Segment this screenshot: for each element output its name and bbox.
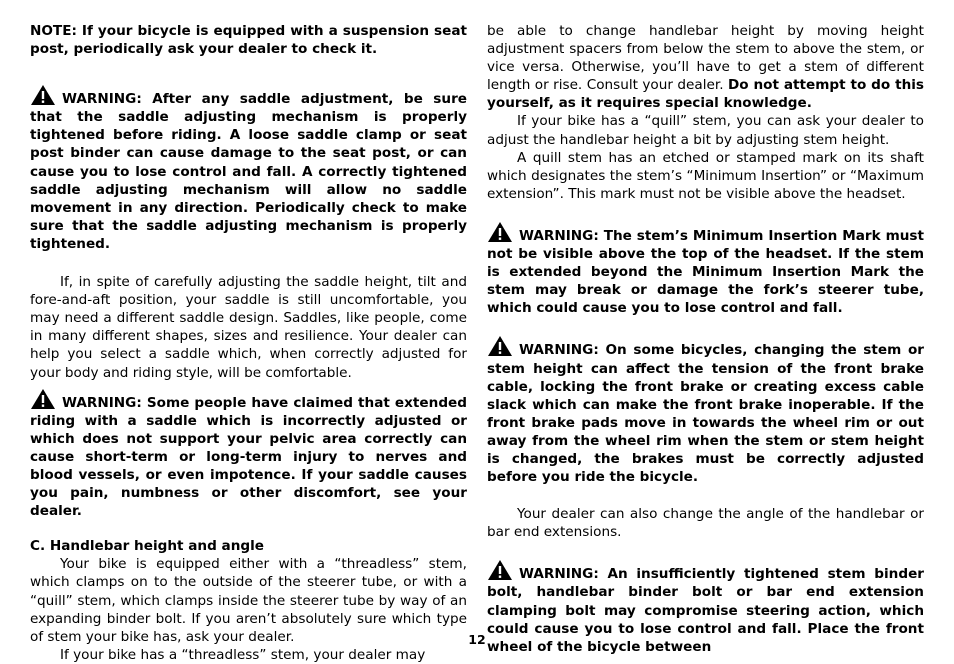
spacers-paragraph [487,22,924,112]
quill-stem-paragraph: If your bike has a “quill” stem, you can ask your dealer to adjust the handlebar height a bit by adjusting stem height. [487,113,924,148]
warning-triangle-icon [30,388,56,408]
warning-triangle-icon [487,335,513,355]
threadless-stem-paragraph: If your bike has a “threadless” stem, your dealer may [60,646,426,663]
warning-text: WARNING: On some bicycles, changing the stem or stem height can affect the tension of the front brake cable, locking the front brake or creating excess cable slack which can make the front brake inoperable. If the front brake pads move in towards the wheel rim or out away from the wheel rim when the stem or stem height is changed, the brakes must be correctly adjusted before you ride the bicycle. [487,342,924,486]
warning-triangle-icon [487,221,513,241]
suspension-seat-post-note: NOTE: If your bicycle is equipped with a suspension seat post, periodically ask your dealer to check it. [30,23,467,58]
warning-text: WARNING: The stem’s Minimum Insertion Mark must not be visible above the top of the headset. If the stem is extended beyond the Minimum Insertion Mark the stem may break or damage the fork’s steerer tube, which could cause you to lose control and fall. [487,227,924,317]
warning-triangle-icon [487,559,513,579]
stem-types-paragraph: Your bike is equipped either with a “threadless” stem, which clamps on to the outside of the steerer tube, or with a “quill” stem, which clamps inside the steerer tube by way of an expanding binder bolt. If you aren’t absolutely sure which type of stem your bike has, ask your dealer. [30,556,467,645]
right-column [487,22,924,656]
page-number: 12 [468,632,486,647]
paragraph-bold-text: Do not attempt to do this yourself, as it requires special knowledge. [487,77,925,112]
minimum-insertion-warning [487,221,924,317]
left-column [30,22,467,664]
insertion-mark-paragraph: A quill stem has an etched or stamped mark on its shaft which designates the stem’s “Minimum Insertion” or “Maximum extension”. This mark must not be visible above the headset. [487,149,924,202]
saddle-adjustment-warning [30,84,467,253]
handlebar-angle-paragraph: Your dealer can also change the angle of the handlebar or bar end extensions. [487,506,924,541]
saddle-injury-warning [30,388,467,521]
warning-text: WARNING: Some people have claimed that extended riding with a saddle which is incorrectly adjusted or which does not support your pelvic area correctly can cause short-term or long-term injury to nerves and blood vessels, or even impotence. If your saddle causes you pain, numbness or other discomfort, see your dealer. [30,394,467,520]
warning-text: WARNING: After any saddle adjustment, be sure that the saddle adjusting mechanism is properly tightened before riding. A loose saddle clamp or seat post binder can cause damage to the seat post, or can cause you to lose control and fall. A correctly tightened saddle adjusting mechanism will allow no saddle movement in any direction. Periodically check to make sure that the saddle adjusting mechanism is properly tightened. [30,91,467,252]
section-heading: C. Handlebar height and angle [30,538,265,555]
paragraph-text: be able to change handlebar height by moving height adjustment spacers from below the stem to above the stem, or vice versa. Otherwise, you’ll have to get a stem of different length or rise. Consult your dealer. [487,23,924,94]
brake-cable-warning [487,335,924,486]
warning-text: WARNING: An insufficiently tightened stem binder bolt, handlebar binder bolt or bar end extension clamping bolt may compromise steering action, which could cause you to lose control and fall. Place the front wheel of the bicycle between [487,566,924,655]
warning-triangle-icon [30,84,56,104]
saddle-design-paragraph: If, in spite of carefully adjusting the saddle height, tilt and fore-and-aft position, your saddle is still uncomfortable, you may need a different saddle design. Saddles, like people, come in many different shapes, sizes and resilience. Your dealer can help you select a saddle which, when correctly adjusted for your body and riding style, will be comfortable. [30,274,467,381]
